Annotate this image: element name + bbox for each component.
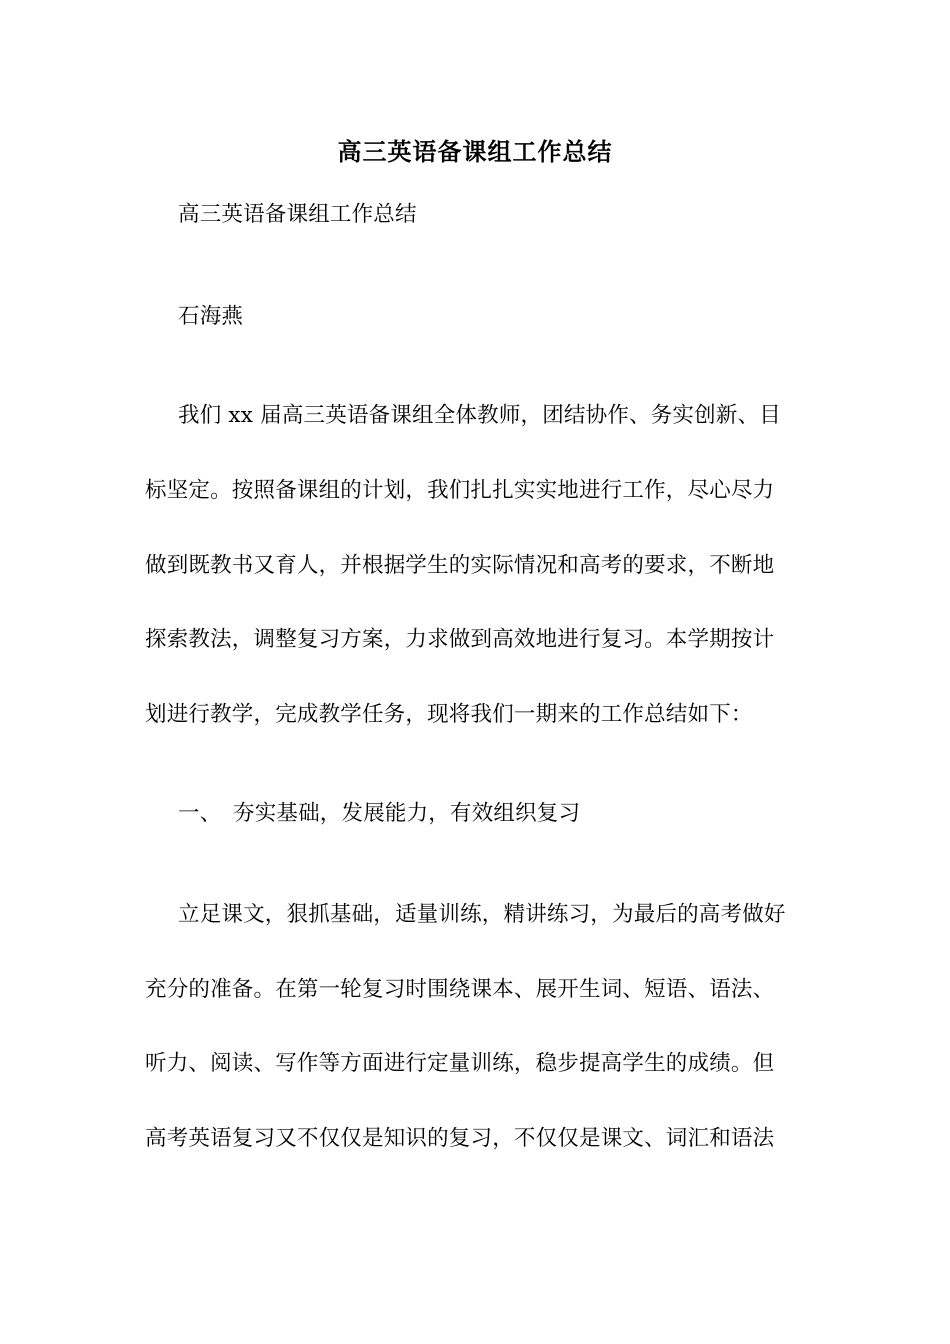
document-title: 高三英语备课组工作总结 xyxy=(337,137,613,166)
document-subtitle: 高三英语备课组工作总结 xyxy=(178,202,417,227)
section-title: 夯实基础，发展能力，有效组织复习 xyxy=(233,801,581,826)
paragraph-line: 立足课文，狠抓基础，适量训练，精讲练习，为最后的高考做好 xyxy=(178,902,786,927)
paragraph-line: 高考英语复习又不仅仅是知识的复习，不仅仅是课文、词汇和语法 xyxy=(145,1126,775,1151)
paragraph-line: 划进行教学，完成教学任务，现将我们一期来的工作总结如下： xyxy=(145,702,753,727)
section-number: 一、 xyxy=(178,801,222,826)
paragraph-line: 做到既教书又育人，并根据学生的实际情况和高考的要求，不断地 xyxy=(145,553,775,578)
paragraph-line: 标坚定。按照备课组的计划，我们扎扎实实地进行工作，尽心尽力 xyxy=(145,478,775,503)
paragraph-line: 听力、阅读、写作等方面进行定量训练，稳步提高学生的成绩。但 xyxy=(145,1051,775,1076)
paragraph-line: 我们 xx 届高三英语备课组全体教师，团结协作、务实创新、目 xyxy=(178,403,781,428)
paragraph-line: 探索教法，调整复习方案，力求做到高效地进行复习。本学期按计 xyxy=(145,627,775,652)
paragraph-line: 充分的准备。在第一轮复习时围绕课本、展开生词、短语、语法、 xyxy=(145,977,775,1002)
author-name: 石海燕 xyxy=(178,304,244,329)
